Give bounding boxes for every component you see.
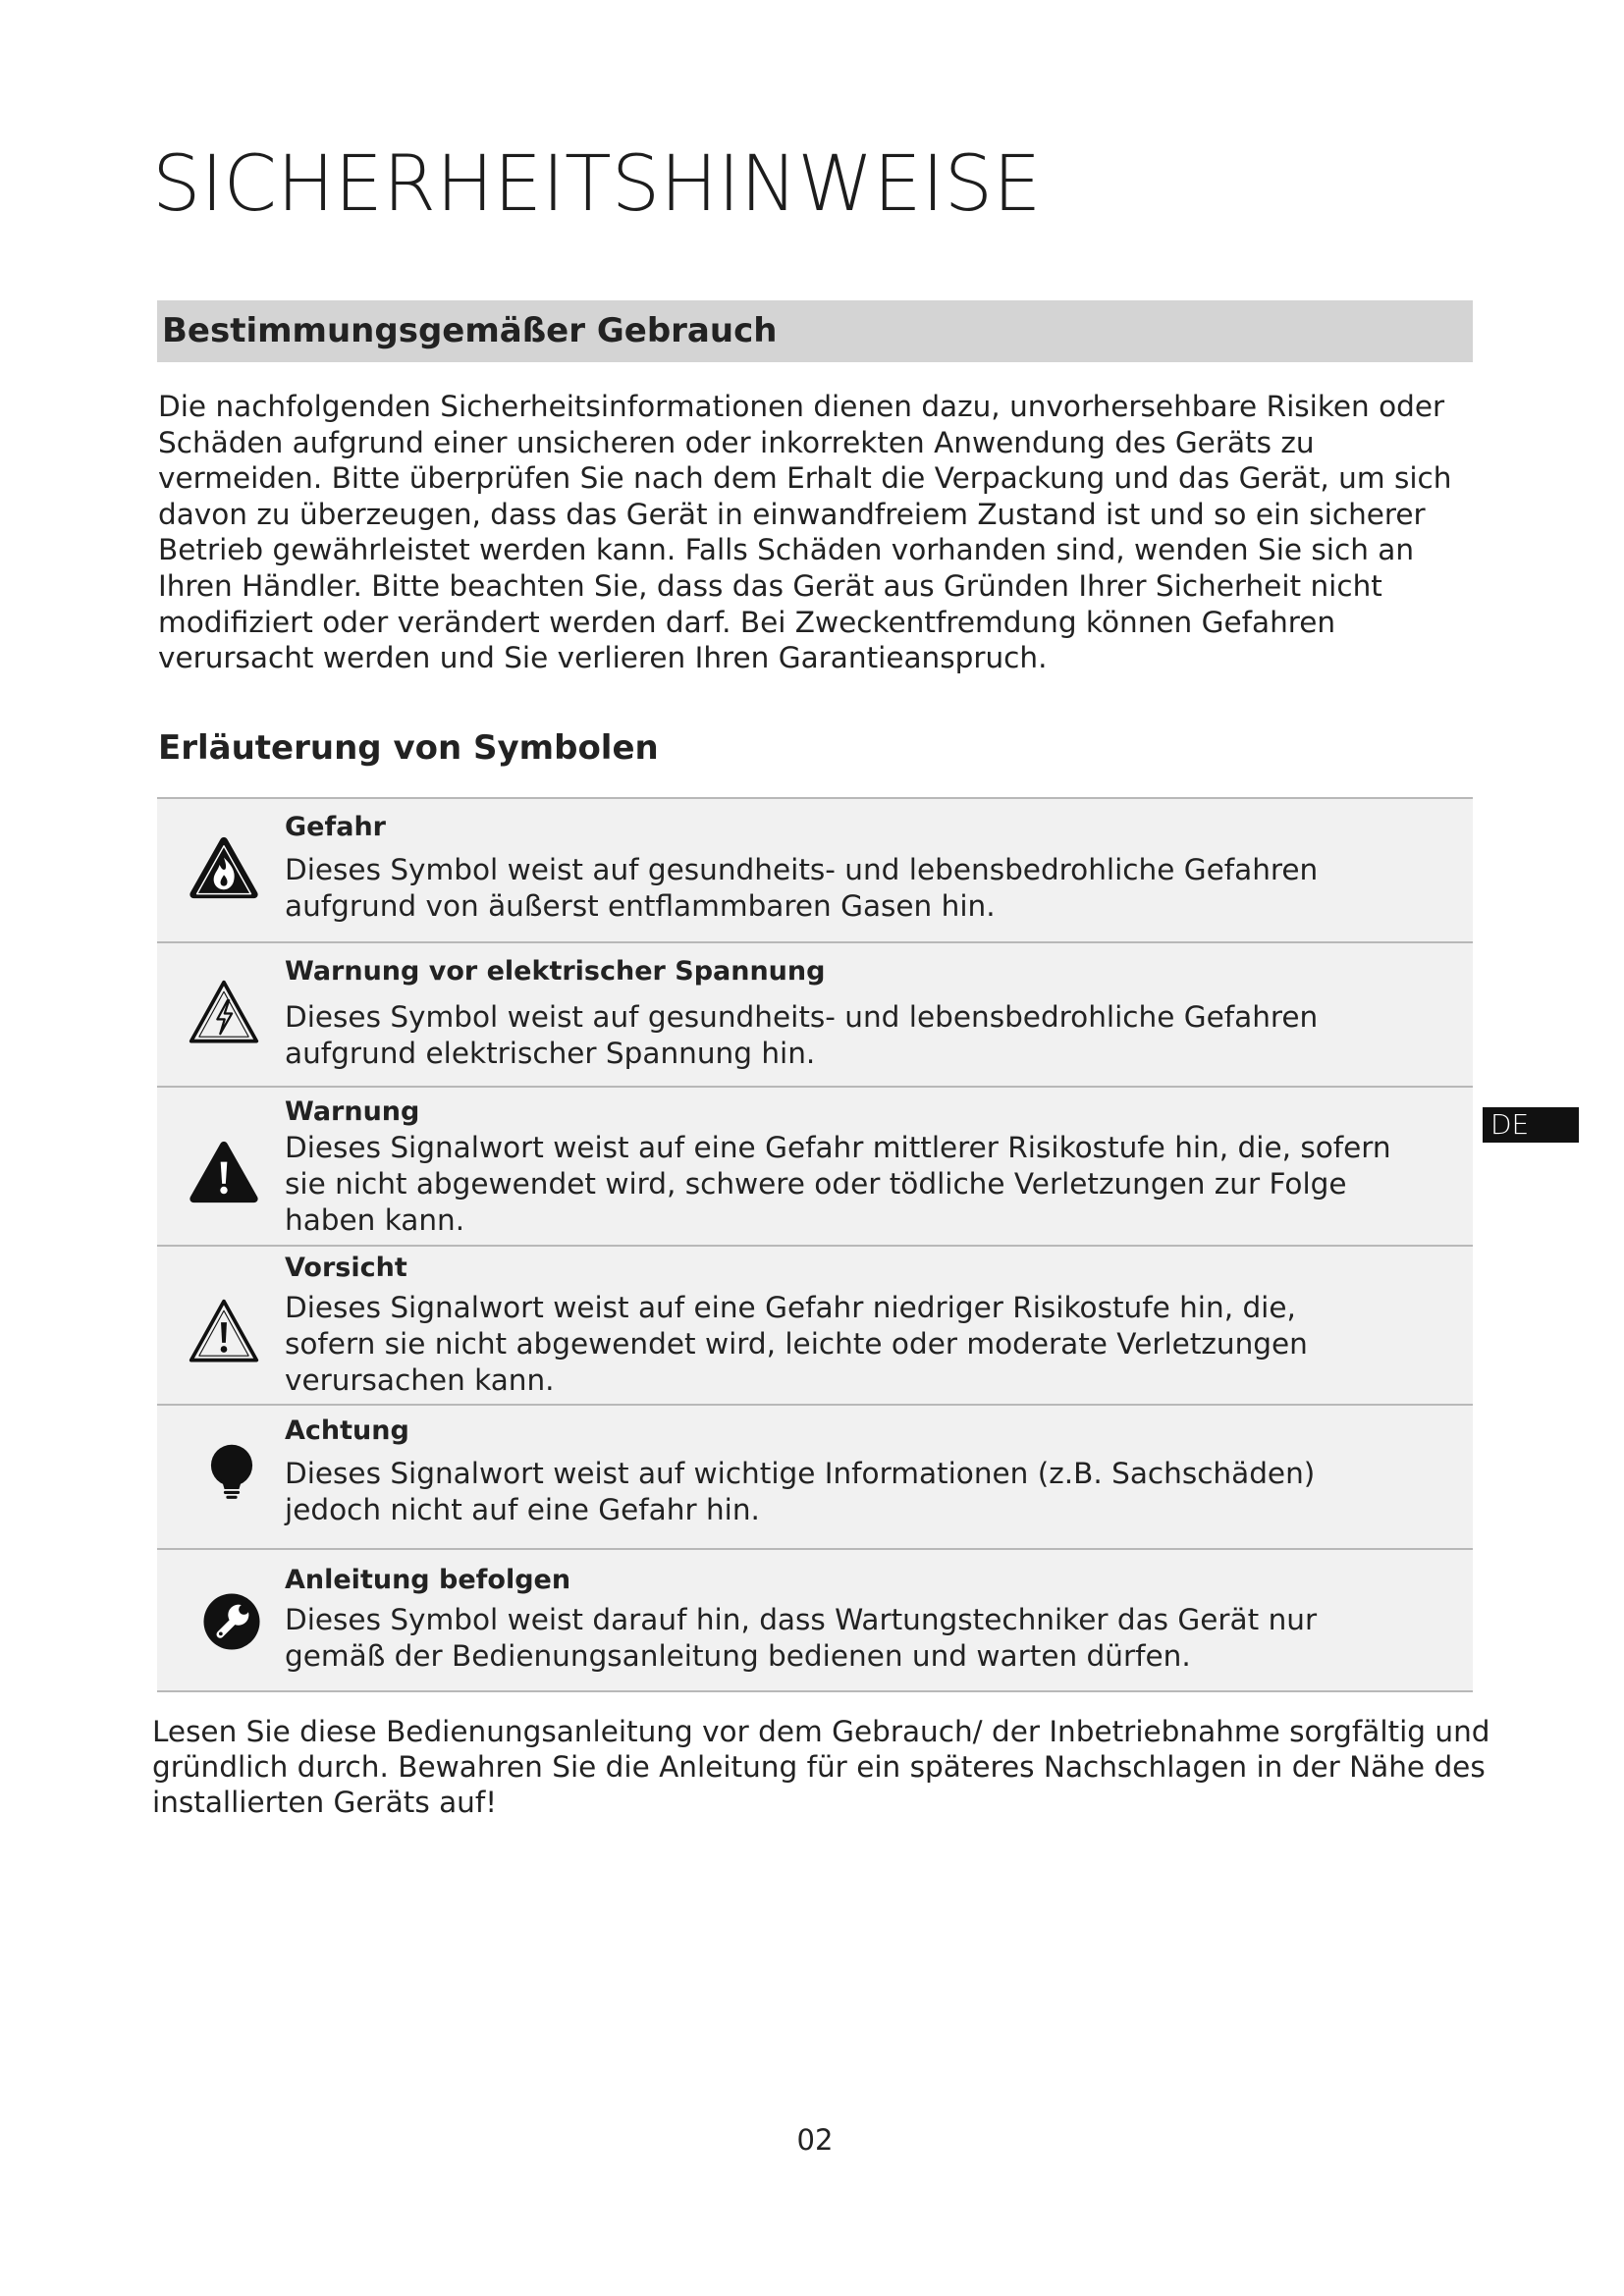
symbol-text	[285, 1095, 1453, 1238]
caution-icon	[188, 1295, 260, 1367]
flammable-warning-icon	[188, 831, 260, 904]
symbol-row-danger	[157, 797, 1473, 941]
paragraph-line: modifiziert oder verändert werden darf. Bei Zweckentfremdung können Gefahren	[158, 605, 1336, 639]
paragraph-line: Die nachfolgenden Sicherheitsinformationen dienen dazu, unvorhersehbare Risiken oder	[158, 390, 1445, 423]
symbol-description	[285, 1456, 1453, 1528]
description-line: Dieses Signalwort weist auf wichtige Informationen (z.B. Sachschäden)	[285, 1457, 1316, 1490]
lightbulb-notice-icon	[201, 1441, 262, 1502]
symbol-description	[285, 852, 1453, 925]
description-line: haben kann.	[285, 1202, 465, 1237]
symbol-description	[285, 1602, 1453, 1675]
symbol-row-notice	[157, 1404, 1473, 1548]
description-line: aufgrund von äußerst entflammbaren Gasen hin.	[285, 888, 996, 923]
description-line: Dieses Symbol weist auf gesundheits- und lebensbedrohliche Gefahren	[285, 1000, 1319, 1034]
paragraph-line: vermeiden. Bitte überprüfen Sie nach dem Erhalt die Verpackung und das Gerät, um sich	[158, 461, 1452, 496]
symbol-title: Gefahr	[285, 812, 386, 842]
description-line: aufgrund elektrischer Spannung hin.	[285, 1036, 816, 1070]
footer-line: installierten Geräts auf!	[152, 1786, 498, 1819]
page-number: 02	[796, 2123, 834, 2157]
description-line: Dieses Signalwort weist auf eine Gefahr niedriger Risikostufe hin, die,	[285, 1291, 1296, 1324]
symbol-row-warning	[157, 1086, 1473, 1245]
footer-line: Lesen Sie diese Bedienungsanleitung vor dem Gebrauch/ der Inbetriebnahme sorgfältig und	[152, 1715, 1490, 1748]
footer-note	[152, 1714, 1490, 1820]
paragraph-line: davon zu überzeugen, dass das Gerät in einwandfreiem Zustand ist und so ein sicherer	[158, 497, 1426, 531]
section-heading-symbols: Erläuterung von Symbolen	[158, 728, 659, 768]
electric-voltage-warning-icon	[188, 976, 260, 1048]
symbol-title: Anleitung befolgen	[285, 1565, 571, 1595]
description-line: gemäß der Bedienungsanleitung bedienen und warten dürfen.	[285, 1638, 1191, 1673]
description-line: jedoch nicht auf eine Gefahr hin.	[285, 1492, 760, 1526]
page-title: SICHERHEITSHINWEISE	[152, 140, 1042, 229]
section-heading-bar	[157, 300, 1473, 362]
description-line: Dieses Symbol weist darauf hin, dass Wartungstechniker das Gerät nur	[285, 1603, 1318, 1636]
symbol-text	[285, 1563, 1453, 1675]
symbol-title: Warnung vor elektrischer Spannung	[285, 956, 826, 987]
symbol-description	[285, 1130, 1453, 1238]
description-line: sie nicht abgewendet wird, schwere oder tödliche Verletzungen zur Folge	[285, 1166, 1347, 1201]
wrench-manual-icon	[201, 1591, 262, 1652]
symbol-text	[285, 810, 1453, 925]
paragraph-line: verursacht werden und Sie verlieren Ihren Garantieanspruch.	[158, 641, 1048, 675]
warning-filled-icon	[188, 1136, 260, 1208]
description-line: Dieses Signalwort weist auf eine Gefahr mittlerer Risikostufe hin, die, sofern	[285, 1131, 1391, 1164]
symbol-row-follow-instructions	[157, 1548, 1473, 1692]
description-line: verursachen kann.	[285, 1362, 555, 1397]
symbol-text	[285, 1414, 1453, 1528]
symbol-text	[285, 1251, 1453, 1398]
description-line: sofern sie nicht abgewendet wird, leichte oder moderate Verletzungen	[285, 1326, 1308, 1361]
paragraph-line: Betrieb gewährleistet werden kann. Falls Schäden vorhanden sind, wenden Sie sich an	[158, 533, 1415, 567]
footer-line: gründlich durch. Bewahren Sie die Anleitung für ein späteres Nachschlagen in der Nähe des	[152, 1750, 1486, 1784]
symbol-row-electric	[157, 941, 1473, 1086]
symbol-description	[285, 1290, 1453, 1398]
symbol-description	[285, 999, 1453, 1072]
symbols-table	[157, 797, 1473, 1692]
intended-use-paragraph	[158, 389, 1451, 676]
language-tab: DE	[1483, 1107, 1579, 1143]
section-heading-intended-use: Bestimmungsgemäßer Gebrauch	[162, 311, 778, 350]
symbol-title: Achtung	[285, 1415, 409, 1446]
symbol-title: Vorsicht	[285, 1253, 407, 1283]
description-line: Dieses Symbol weist auf gesundheits- und lebensbedrohliche Gefahren	[285, 853, 1319, 886]
symbol-title: Warnung	[285, 1096, 420, 1127]
paragraph-line: Schäden aufgrund einer unsicheren oder inkorrekten Anwendung des Geräts zu	[158, 425, 1315, 459]
paragraph-line: Ihren Händler. Bitte beachten Sie, dass das Gerät aus Gründen Ihrer Sicherheit nicht	[158, 568, 1382, 603]
symbol-text	[285, 954, 1453, 1072]
symbol-row-caution	[157, 1245, 1473, 1404]
